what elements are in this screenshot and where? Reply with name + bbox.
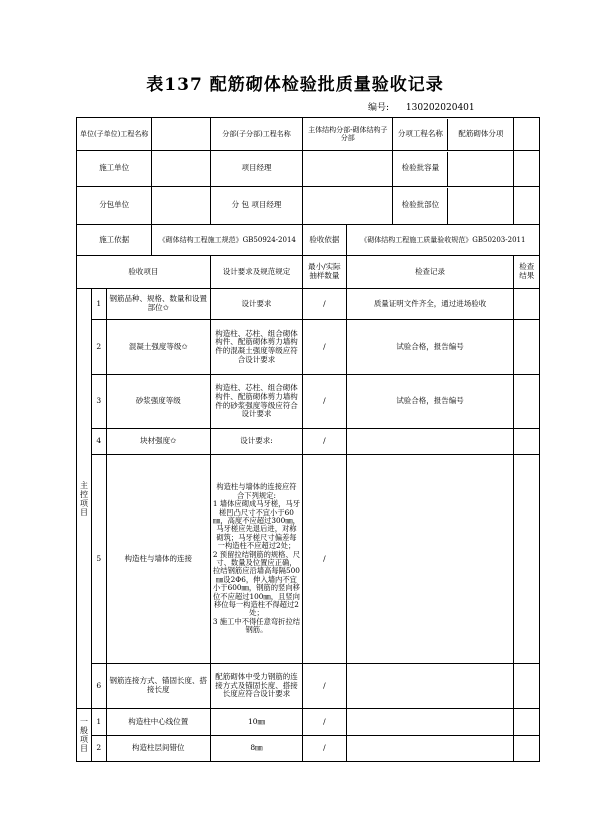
main-item-row xyxy=(77,429,540,455)
inspection-record-table xyxy=(76,117,540,762)
batch-part-cell xyxy=(393,187,514,225)
item-result[interactable] xyxy=(514,664,540,709)
page-title: 表137 配筋砌体检验批质量验收记录 xyxy=(146,75,444,95)
sub-manager-label: 分 包 项目经理 xyxy=(210,187,302,225)
header-row-constructor xyxy=(77,151,540,187)
main-item-row xyxy=(77,289,540,320)
batch-size-label: 检验批容量 xyxy=(393,152,448,186)
constructor-value[interactable] xyxy=(152,151,210,187)
item-qty[interactable]: / xyxy=(303,429,347,455)
item-name: 钢筋品种、规格、数量和设置部位✩ xyxy=(106,289,210,320)
item-record[interactable]: 质量证明文件齐全，通过进场验收 xyxy=(346,289,514,320)
item-qty[interactable]: / xyxy=(303,736,347,762)
general-item-row xyxy=(77,709,540,736)
item-record[interactable]: 试验合格，报告编号 xyxy=(346,320,514,375)
item-result[interactable] xyxy=(514,736,540,762)
item-result[interactable] xyxy=(514,375,540,429)
item-no: 1 xyxy=(91,289,106,320)
item-no: 2 xyxy=(91,736,106,762)
item-req: 构造柱、芯柱、组合砌体构件、配筋砌体剪力墙构件的砂浆强度等级应符合设计要求 xyxy=(210,375,302,429)
item-result[interactable] xyxy=(514,709,540,736)
col-req-header: 设计要求及规范规定 xyxy=(210,256,302,289)
manager-label: 项目经理 xyxy=(210,151,302,187)
general-item-row xyxy=(77,736,540,762)
item-req: 10㎜ xyxy=(210,709,302,736)
item-record[interactable] xyxy=(346,429,514,455)
item-record[interactable] xyxy=(346,455,514,664)
item-result[interactable] xyxy=(514,320,540,375)
header-row-basis xyxy=(77,225,540,256)
item-name: 砂浆强度等级 xyxy=(106,375,210,429)
item-req: 设计要求 xyxy=(210,289,302,320)
col-qty-header: 最小/实际抽样数量 xyxy=(303,256,347,289)
col-record-header: 检查记录 xyxy=(346,256,514,289)
item-record[interactable] xyxy=(346,664,514,709)
sub-manager-value[interactable] xyxy=(303,187,393,225)
item-req: 配筋砌体中受力钢筋的连接方式及锚固长度、搭接长度应符合设计要求 xyxy=(210,664,302,709)
batch-size-value[interactable] xyxy=(448,152,513,186)
batch-part-extra xyxy=(514,187,540,225)
item-name: 块材强度✩ xyxy=(106,429,210,455)
item-name: 混凝土强度等级✩ xyxy=(106,320,210,375)
item-record[interactable] xyxy=(346,736,514,762)
batch-part-label: 检验批部位 xyxy=(393,188,448,224)
item-no: 5 xyxy=(91,455,106,664)
division-name-label: 分部(子分部)工程名称 xyxy=(210,118,302,151)
main-item-row xyxy=(77,455,540,664)
serial-label: 编号: xyxy=(368,103,390,113)
serial-number xyxy=(368,100,475,113)
division-name-value[interactable]: 主体结构分部-砌体结构子分部 xyxy=(303,118,393,151)
item-qty[interactable]: / xyxy=(303,320,347,375)
main-item-row xyxy=(77,664,540,709)
unit-name-value[interactable] xyxy=(152,118,210,151)
item-result[interactable] xyxy=(514,455,540,664)
item-qty[interactable]: / xyxy=(303,375,347,429)
main-item-row xyxy=(77,320,540,375)
main-item-row xyxy=(77,375,540,429)
item-name: 构造柱层间错位 xyxy=(106,736,210,762)
item-record[interactable]: 试验合格，报告编号 xyxy=(346,375,514,429)
header-row-subcontractor xyxy=(77,187,540,225)
acceptance-label: 验收依据 xyxy=(303,225,347,256)
item-req: 设计要求: xyxy=(210,429,302,455)
constructor-label: 施工单位 xyxy=(77,151,152,187)
batch-size-cell xyxy=(393,151,514,187)
col-item-header: 验收项目 xyxy=(77,256,211,289)
item-qty[interactable]: / xyxy=(303,289,347,320)
item-qty[interactable]: / xyxy=(303,664,347,709)
item-no: 2 xyxy=(91,320,106,375)
item-no: 6 xyxy=(91,664,106,709)
subcontractor-label: 分包单位 xyxy=(77,187,152,225)
manager-value[interactable] xyxy=(303,151,393,187)
item-req: 构造柱、芯柱、组合砌体构件、配筋砌体剪力墙构件的混凝土强度等级应符合设计要求 xyxy=(210,320,302,375)
subitem-extra xyxy=(514,118,540,151)
unit-name-label: 单位(子单位)工程名称 xyxy=(77,118,152,151)
item-result[interactable] xyxy=(514,429,540,455)
item-qty[interactable]: / xyxy=(303,455,347,664)
batch-size-extra xyxy=(514,151,540,187)
header-row-unit xyxy=(77,118,540,151)
item-no: 1 xyxy=(91,709,106,736)
acceptance-value: 《砌体结构工程施工质量验收规范》GB50203-2011 xyxy=(346,225,539,256)
item-no: 3 xyxy=(91,375,106,429)
subitem-name-label: 分项工程名称 xyxy=(393,119,448,150)
main-group-label: 主控项目 xyxy=(77,289,92,709)
item-qty[interactable]: / xyxy=(303,709,347,736)
item-name: 构造柱与墙体的连接 xyxy=(106,455,210,664)
subitem-name-value[interactable]: 配筋砌体分项 xyxy=(458,128,504,138)
item-result[interactable] xyxy=(514,289,540,320)
general-group-label: 一般项目 xyxy=(77,709,92,762)
basis-value: 《砌体结构工程施工规范》GB50924-2014 xyxy=(152,225,303,256)
basis-label: 施工依据 xyxy=(77,225,152,256)
item-no: 4 xyxy=(91,429,106,455)
column-header-row xyxy=(77,256,540,289)
item-name: 构造柱中心线位置 xyxy=(106,709,210,736)
item-req: 构造柱与墙体的连接应符合下列规定: 1 墙体应砌成马牙槎，马牙槎凹凸尺寸不宜小于60㎜，高度不应超过300㎜，马牙槎应先退后进，对称砌筑；马牙槎尺寸偏差每一构造柱不应超过2处； 2 预留拉结钢筋的规格、尺寸、数量及位置应正确，拉结钢筋应沿墙高每隔500㎜设2Φ6，伸入墙内不宜小于600㎜，钢筋的竖向移位不应超过100㎜，且竖向移位每一构造柱不得超过2处； 3 施工中不得任意弯折拉结钢筋。 xyxy=(210,455,302,664)
item-record[interactable] xyxy=(346,709,514,736)
item-name: 钢筋连接方式、锚固长度、搭接长度 xyxy=(106,664,210,709)
col-result-header: 检查结果 xyxy=(514,256,540,289)
serial-value: 130202020401 xyxy=(405,103,475,113)
subitem-cell xyxy=(393,118,514,151)
batch-part-value[interactable] xyxy=(448,188,513,224)
subcontractor-value[interactable] xyxy=(152,187,210,225)
item-req: 8㎜ xyxy=(210,736,302,762)
